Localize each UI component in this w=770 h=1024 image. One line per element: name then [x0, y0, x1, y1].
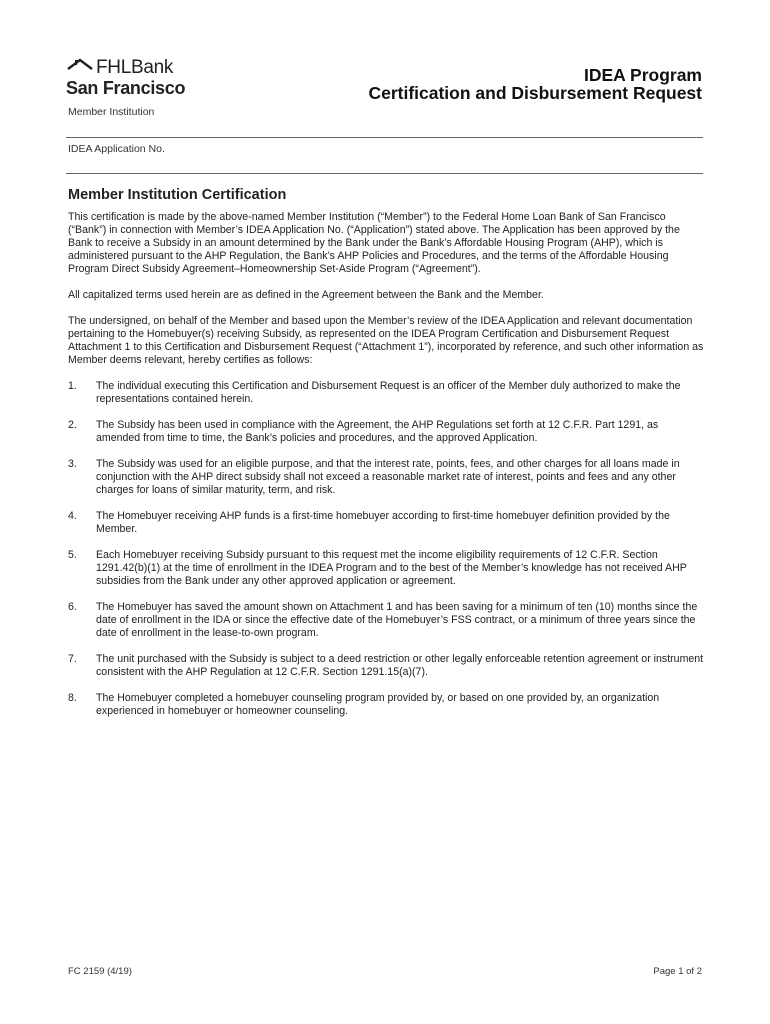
item-number: 8. — [68, 692, 77, 704]
certification-item — [68, 653, 704, 679]
document-title — [368, 66, 702, 102]
certification-item — [68, 380, 704, 406]
item-number: 5. — [68, 549, 77, 561]
certification-item — [68, 549, 704, 588]
logo-text-san-francisco: San Francisco — [66, 78, 186, 98]
item-number: 4. — [68, 510, 77, 522]
item-text: The Homebuyer receiving AHP funds is a first-time homebuyer according to first-time homebuyer definition provided by the Member. — [96, 510, 670, 535]
idea-application-no-label: IDEA Application No. — [68, 143, 165, 155]
certification-body — [68, 211, 704, 731]
item-text: The Subsidy was used for an eligible purpose, and that the interest rate, points, fees, and other charges for all loans made in conjunction with the AHP direct subsidy shall not exceed a reasonable market rate of interest, points and fees and any other charges for loans of similar maturity, term, and risk. — [96, 458, 680, 496]
certification-item — [68, 458, 704, 497]
item-text: The individual executing this Certification and Disbursement Request is an officer of the Member duly authorized to make the representations contained herein. — [96, 380, 681, 405]
title-line-1: IDEA Program — [584, 65, 702, 85]
house-roof-icon — [66, 57, 96, 79]
item-number: 2. — [68, 419, 77, 431]
item-text: The Subsidy has been used in compliance with the Agreement, the AHP Regulations set forth at 12 C.F.R. Part 1291, as amended from time to time, the Bank’s policies and procedures, and the approved Application. — [96, 419, 659, 444]
logo-text-fhlbank: FHLBank — [96, 57, 174, 78]
title-line-2: Certification and Disbursement Request — [368, 83, 702, 103]
section-heading: Member Institution Certification — [68, 187, 287, 203]
page-number: Page 1 of 2 — [653, 966, 702, 977]
item-text: The Homebuyer has saved the amount shown on Attachment 1 and has been saving for a minimum of ten (10) months since the date of enrollment in the IDA or since the effective date of the Homebuyer’s FSS contract, or a minimum of three years since the date of enrollment in the lease-to-own program. — [96, 601, 698, 639]
member-institution-label: Member Institution — [68, 106, 155, 118]
item-number: 7. — [68, 653, 77, 665]
idea-application-no-field[interactable] — [66, 173, 703, 174]
certification-item — [68, 419, 704, 445]
member-institution-field[interactable] — [66, 137, 703, 138]
certification-item — [68, 510, 704, 536]
paragraph: All capitalized terms used herein are as defined in the Agreement between the Bank and the Member. — [68, 289, 544, 301]
item-text: The Homebuyer completed a homebuyer counseling program provided by, or based on one provided by, an organization experienced in homebuyer or homeowner counseling. — [96, 692, 660, 717]
item-text: Each Homebuyer receiving Subsidy pursuant to this request met the income eligibility requirements of 12 C.F.R. Section 1291.42(b)(1) at the time of enrollment in the IDEA Program and to the best of the Member’s knowledge has not received AHP subsidies from the Bank under any other approved application or agreement. — [96, 549, 687, 587]
certification-item — [68, 601, 704, 640]
fhlbank-logo — [66, 57, 196, 101]
form-id: FC 2159 (4/19) — [68, 966, 132, 977]
certification-item — [68, 692, 704, 718]
paragraph: The undersigned, on behalf of the Member and based upon the Member’s review of the IDEA Application and relevant documentation pertaining to the Homebuyer(s) receiving Subsidy, as represented on the IDEA Program Certification and Disbursement Request Attachment 1 to this Certification and Disbursement Request (“Attachment 1”), incorporated by reference, and such other information as Member deems relevant, hereby certifies as follows: — [68, 315, 704, 366]
paragraph: This certification is made by the above-named Member Institution (“Member”) to the Federal Home Loan Bank of San Francisco (“Bank”) in connection with Member’s IDEA Application No. (“Application”) stated above. The Application has been approved by the Bank to receive a Subsidy in an amount determined by the Bank under the Bank’s Affordable Housing Program (AHP), which is administered pursuant to the AHP Regulation, the Bank’s AHP Policies and Procedures, and the terms of the Affordable Housing Program Direct Subsidy Agreement–Homeownership Set-Aside Program (“Agreement”). — [68, 211, 680, 275]
item-number: 6. — [68, 601, 77, 613]
item-number: 3. — [68, 458, 77, 470]
item-text: The unit purchased with the Subsidy is subject to a deed restriction or other legally enforceable retention agreement or instrument consistent with the AHP Regulation at 12 C.F.R. Section 1291.15(a)(7). — [96, 653, 704, 678]
item-number: 1. — [68, 380, 77, 392]
